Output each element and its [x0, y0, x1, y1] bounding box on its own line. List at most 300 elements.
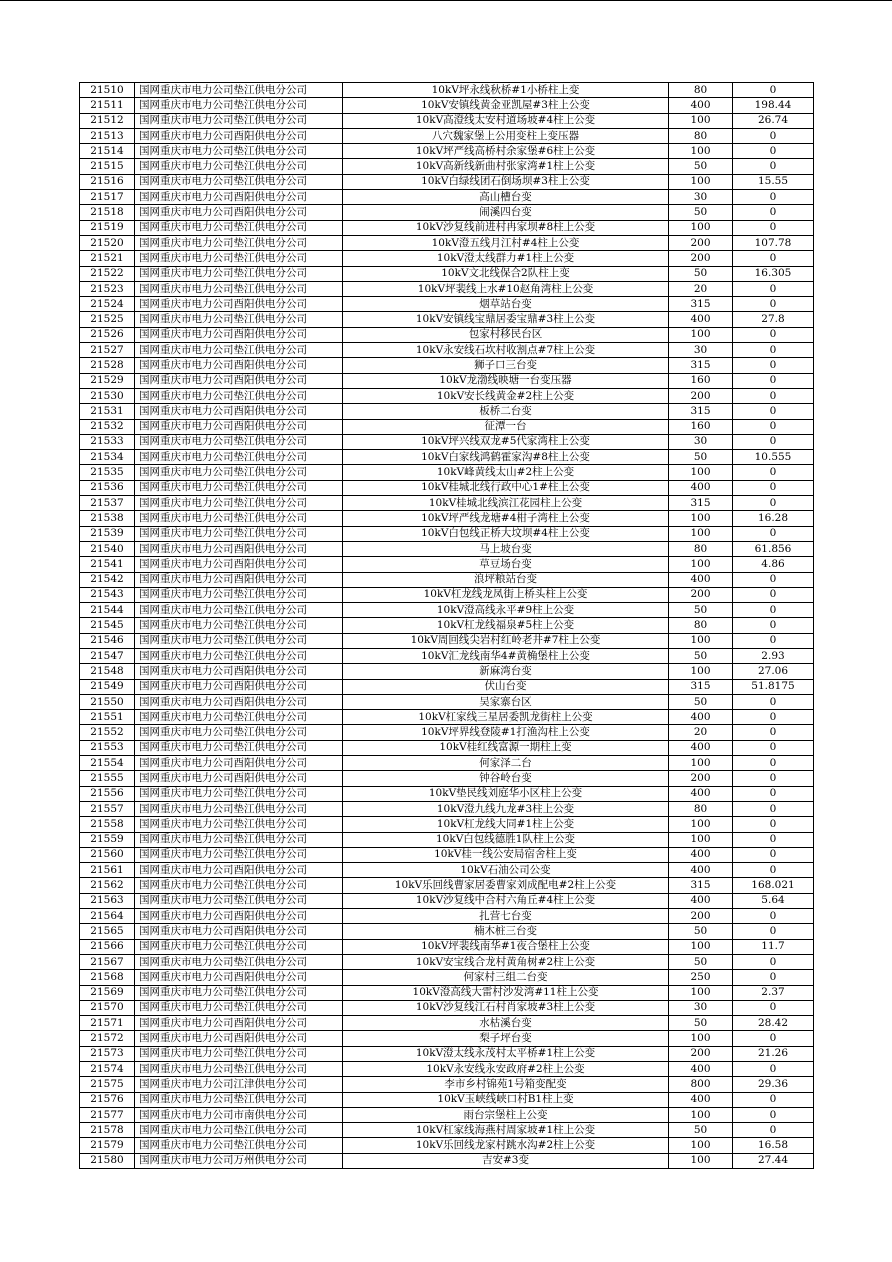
table-body: [80, 83, 814, 1169]
transformer-name-cell: 烟草站台变: [343, 297, 669, 312]
value-cell: 0: [733, 388, 814, 403]
table-row: [80, 618, 814, 633]
value-cell: 0: [733, 786, 814, 801]
capacity-cell: 315: [669, 404, 733, 419]
table-row: [80, 1046, 814, 1061]
capacity-cell: 100: [669, 1153, 733, 1168]
value-cell: 2.37: [733, 985, 814, 1000]
transformer-name-cell: 10kV石油公司公变: [343, 863, 669, 878]
org-cell: 国网重庆市电力公司垫江供电分公司: [135, 740, 343, 755]
table-row: [80, 878, 814, 893]
table-row: [80, 939, 814, 954]
transformer-name-cell: 10kV桂城北线行政中心1#柱上公变: [343, 480, 669, 495]
table-row: [80, 557, 814, 572]
capacity-cell: 200: [669, 909, 733, 924]
table-row: [80, 281, 814, 296]
capacity-cell: 100: [669, 220, 733, 235]
row-id-cell: 21515: [80, 159, 135, 174]
transformer-name-cell: 10kV杠龙线大同#1柱上公变: [343, 817, 669, 832]
value-cell: 0: [733, 404, 814, 419]
transformer-name-cell: 10kV乐回线曹家居委曹家刘成配电#2柱上公变: [343, 878, 669, 893]
capacity-cell: 200: [669, 388, 733, 403]
transformer-name-cell: 10kV安镇线宝鼎居委宝鼎#3柱上公变: [343, 312, 669, 327]
org-cell: 国网重庆市电力公司垫江供电分公司: [135, 587, 343, 602]
table-row: [80, 465, 814, 480]
transformer-name-cell: 10kV坪严线高桥村余家堡#6柱上公变: [343, 144, 669, 159]
transformer-name-cell: 钟谷岭台变: [343, 771, 669, 786]
org-cell: 国网重庆市电力公司垫江供电分公司: [135, 710, 343, 725]
org-cell: 国网重庆市电力公司垫江供电分公司: [135, 817, 343, 832]
transformer-name-cell: 10kV永安线石坎村收割点#7柱上公变: [343, 343, 669, 358]
org-cell: 国网重庆市电力公司垫江供电分公司: [135, 893, 343, 908]
capacity-cell: 50: [669, 648, 733, 663]
transformer-name-cell: 10kV文北线保合2队柱上变: [343, 266, 669, 281]
value-cell: 0: [733, 1107, 814, 1122]
transformer-name-cell: 10kV沙复线江石村肖家坡#3柱上公变: [343, 1000, 669, 1015]
transformer-name-cell: 10kV峰黄线太山#2柱上公变: [343, 465, 669, 480]
org-cell: 国网重庆市电力公司酉阳供电分公司: [135, 756, 343, 771]
transformer-name-cell: 10kV安镇线黄金亚凯屋#3柱上公变: [343, 98, 669, 113]
table-row: [80, 541, 814, 556]
value-cell: 0: [733, 327, 814, 342]
transformer-name-cell: 10kV杠龙线龙凤街上桥头柱上公变: [343, 587, 669, 602]
org-cell: 国网重庆市电力公司垫江供电分公司: [135, 113, 343, 128]
org-cell: 国网重庆市电力公司酉阳供电分公司: [135, 771, 343, 786]
capacity-cell: 100: [669, 1138, 733, 1153]
value-cell: 0: [733, 587, 814, 602]
transformer-name-cell: 新麻湾台变: [343, 664, 669, 679]
row-id-cell: 21531: [80, 404, 135, 419]
row-id-cell: 21542: [80, 572, 135, 587]
capacity-cell: 100: [669, 327, 733, 342]
transformer-name-cell: 10kV澄太线群力#1柱上公变: [343, 251, 669, 266]
transformer-name-cell: 浪坪粮站台变: [343, 572, 669, 587]
transformer-name-cell: 10kV坪界线登陵#1打渔沟柱上公变: [343, 725, 669, 740]
table-row: [80, 220, 814, 235]
org-cell: 国网重庆市电力公司垫江供电分公司: [135, 266, 343, 281]
transformer-name-cell: 10kV龙渤线映塘一台变压器: [343, 373, 669, 388]
row-id-cell: 21559: [80, 832, 135, 847]
table-row: [80, 970, 814, 985]
value-cell: 0: [733, 358, 814, 373]
row-id-cell: 21512: [80, 113, 135, 128]
value-cell: 0: [733, 756, 814, 771]
value-cell: 0: [733, 970, 814, 985]
row-id-cell: 21533: [80, 434, 135, 449]
org-cell: 国网重庆市电力公司酉阳供电分公司: [135, 664, 343, 679]
row-id-cell: 21528: [80, 358, 135, 373]
row-id-cell: 21519: [80, 220, 135, 235]
table-row: [80, 648, 814, 663]
table-row: [80, 1077, 814, 1092]
transformer-name-cell: 板桥二台变: [343, 404, 669, 419]
table-row: [80, 235, 814, 250]
table-row: [80, 419, 814, 434]
capacity-cell: 315: [669, 679, 733, 694]
transformer-name-cell: 10kV白绿线团石倒场坝#3柱上公变: [343, 174, 669, 189]
value-cell: 0: [733, 863, 814, 878]
value-cell: 0: [733, 603, 814, 618]
org-cell: 国网重庆市电力公司垫江供电分公司: [135, 618, 343, 633]
transformer-name-cell: 10kV垫民线刘庭华小区柱上公变: [343, 786, 669, 801]
transformer-name-cell: 八穴魏家堡上公用变柱上变压器: [343, 128, 669, 143]
value-cell: 0: [733, 205, 814, 220]
capacity-cell: 200: [669, 771, 733, 786]
capacity-cell: 200: [669, 1046, 733, 1061]
transformer-name-cell: 10kV澄五线月江村#4柱上公变: [343, 235, 669, 250]
table-row: [80, 297, 814, 312]
value-cell: 0: [733, 1031, 814, 1046]
value-cell: 0: [733, 954, 814, 969]
row-id-cell: 21544: [80, 603, 135, 618]
capacity-cell: 400: [669, 740, 733, 755]
org-cell: 国网重庆市电力公司垫江供电分公司: [135, 954, 343, 969]
transformer-name-cell: 10kV桂一线公安局宿舍柱上变: [343, 847, 669, 862]
org-cell: 国网重庆市电力公司垫江供电分公司: [135, 496, 343, 511]
transformer-name-cell: 10kV澄高线大雷村沙发湾#11柱上公变: [343, 985, 669, 1000]
transformer-name-cell: 10kV坪永线秋桥#1小桥柱上变: [343, 83, 669, 98]
capacity-cell: 400: [669, 572, 733, 587]
org-cell: 国网重庆市电力公司垫江供电分公司: [135, 1123, 343, 1138]
org-cell: 国网重庆市电力公司垫江供电分公司: [135, 1138, 343, 1153]
row-id-cell: 21580: [80, 1153, 135, 1168]
org-cell: 国网重庆市电力公司垫江供电分公司: [135, 83, 343, 98]
row-id-cell: 21540: [80, 541, 135, 556]
value-cell: 0: [733, 909, 814, 924]
row-id-cell: 21568: [80, 970, 135, 985]
capacity-cell: 80: [669, 541, 733, 556]
table-row: [80, 756, 814, 771]
row-id-cell: 21577: [80, 1107, 135, 1122]
table-row: [80, 786, 814, 801]
value-cell: 0: [733, 190, 814, 205]
value-cell: 27.8: [733, 312, 814, 327]
capacity-cell: 50: [669, 266, 733, 281]
value-cell: 0: [733, 1092, 814, 1107]
capacity-cell: 50: [669, 694, 733, 709]
table-row: [80, 924, 814, 939]
value-cell: 0: [733, 1000, 814, 1015]
value-cell: 0: [733, 694, 814, 709]
value-cell: 0: [733, 159, 814, 174]
transformer-name-cell: 10kV白包线正桥大坟坝#4柱上公变: [343, 526, 669, 541]
capacity-cell: 400: [669, 710, 733, 725]
row-id-cell: 21532: [80, 419, 135, 434]
transformer-name-cell: 10kV安宝线合龙村黄角树#2柱上公变: [343, 954, 669, 969]
org-cell: 国网重庆市电力公司万州供电分公司: [135, 1153, 343, 1168]
org-cell: 国网重庆市电力公司垫江供电分公司: [135, 603, 343, 618]
row-id-cell: 21561: [80, 863, 135, 878]
transformer-name-cell: 楠木桩三台变: [343, 924, 669, 939]
org-cell: 国网重庆市电力公司垫江供电分公司: [135, 159, 343, 174]
value-cell: 0: [733, 465, 814, 480]
table-row: [80, 1138, 814, 1153]
transformer-name-cell: 闹溪四台变: [343, 205, 669, 220]
transformer-name-cell: 草豆场台变: [343, 557, 669, 572]
row-id-cell: 21555: [80, 771, 135, 786]
org-cell: 国网重庆市电力公司酉阳供电分公司: [135, 404, 343, 419]
capacity-cell: 315: [669, 878, 733, 893]
table-row: [80, 893, 814, 908]
org-cell: 国网重庆市电力公司垫江供电分公司: [135, 480, 343, 495]
table-row: [80, 113, 814, 128]
table-row: [80, 587, 814, 602]
table-row: [80, 1031, 814, 1046]
row-id-cell: 21550: [80, 694, 135, 709]
transformer-name-cell: 10kV坪裴线南华#1夜合堡柱上公变: [343, 939, 669, 954]
transformer-name-cell: 10kV杠家线海燕村周家坡#1柱上公变: [343, 1123, 669, 1138]
capacity-cell: 100: [669, 511, 733, 526]
org-cell: 国网重庆市电力公司垫江供电分公司: [135, 633, 343, 648]
row-id-cell: 21548: [80, 664, 135, 679]
org-cell: 国网重庆市电力公司酉阳供电分公司: [135, 909, 343, 924]
transformer-name-cell: 扎营七台变: [343, 909, 669, 924]
capacity-cell: 400: [669, 480, 733, 495]
data-table: [79, 82, 814, 1169]
capacity-cell: 30: [669, 1000, 733, 1015]
org-cell: 国网重庆市电力公司垫江供电分公司: [135, 450, 343, 465]
capacity-cell: 200: [669, 235, 733, 250]
capacity-cell: 400: [669, 1092, 733, 1107]
row-id-cell: 21578: [80, 1123, 135, 1138]
value-cell: 0: [733, 419, 814, 434]
row-id-cell: 21536: [80, 480, 135, 495]
value-cell: 21.26: [733, 1046, 814, 1061]
transformer-name-cell: 狮子口三台变: [343, 358, 669, 373]
value-cell: 15.55: [733, 174, 814, 189]
table-row: [80, 434, 814, 449]
capacity-cell: 100: [669, 756, 733, 771]
capacity-cell: 315: [669, 358, 733, 373]
transformer-name-cell: 10kV高新线新曲村张家湾#1柱上公变: [343, 159, 669, 174]
org-cell: 国网重庆市电力公司垫江供电分公司: [135, 144, 343, 159]
value-cell: 168.021: [733, 878, 814, 893]
value-cell: 0: [733, 771, 814, 786]
value-cell: 0: [733, 496, 814, 511]
table-row: [80, 863, 814, 878]
table-row: [80, 1153, 814, 1168]
table-row: [80, 817, 814, 832]
org-cell: 国网重庆市电力公司酉阳供电分公司: [135, 572, 343, 587]
transformer-name-cell: 梨子坪台变: [343, 1031, 669, 1046]
row-id-cell: 21570: [80, 1000, 135, 1015]
row-id-cell: 21579: [80, 1138, 135, 1153]
capacity-cell: 80: [669, 618, 733, 633]
row-id-cell: 21551: [80, 710, 135, 725]
org-cell: 国网重庆市电力公司垫江供电分公司: [135, 786, 343, 801]
table-row: [80, 480, 814, 495]
capacity-cell: 200: [669, 587, 733, 602]
value-cell: 0: [733, 297, 814, 312]
table-row: [80, 327, 814, 342]
capacity-cell: 100: [669, 526, 733, 541]
value-cell: 29.36: [733, 1077, 814, 1092]
transformer-name-cell: 10kV澄九线九龙#3柱上公变: [343, 801, 669, 816]
capacity-cell: 250: [669, 970, 733, 985]
table-row: [80, 694, 814, 709]
table-row: [80, 710, 814, 725]
transformer-name-cell: 10kV安长线黄金#2柱上公变: [343, 388, 669, 403]
row-id-cell: 21522: [80, 266, 135, 281]
transformer-name-cell: 10kV桂城北线滨江花园柱上公变: [343, 496, 669, 511]
row-id-cell: 21529: [80, 373, 135, 388]
transformer-name-cell: 10kV坪兴线双龙#5代家湾柱上公变: [343, 434, 669, 449]
table-row: [80, 725, 814, 740]
value-cell: 0: [733, 128, 814, 143]
row-id-cell: 21565: [80, 924, 135, 939]
org-cell: 国网重庆市电力公司垫江供电分公司: [135, 251, 343, 266]
value-cell: 27.06: [733, 664, 814, 679]
value-cell: 4.86: [733, 557, 814, 572]
table-row: [80, 1107, 814, 1122]
capacity-cell: 30: [669, 343, 733, 358]
table-row: [80, 450, 814, 465]
value-cell: 0: [733, 618, 814, 633]
capacity-cell: 200: [669, 251, 733, 266]
org-cell: 国网重庆市电力公司垫江供电分公司: [135, 281, 343, 296]
row-id-cell: 21511: [80, 98, 135, 113]
transformer-name-cell: 李市乡村锦苑1号箱变配变: [343, 1077, 669, 1092]
org-cell: 国网重庆市电力公司垫江供电分公司: [135, 526, 343, 541]
transformer-name-cell: 10kV杠家线三星居委凯龙街柱上公变: [343, 710, 669, 725]
org-cell: 国网重庆市电力公司酉阳供电分公司: [135, 190, 343, 205]
org-cell: 国网重庆市电力公司酉阳供电分公司: [135, 297, 343, 312]
org-cell: 国网重庆市电力公司垫江供电分公司: [135, 235, 343, 250]
capacity-cell: 400: [669, 312, 733, 327]
capacity-cell: 315: [669, 496, 733, 511]
org-cell: 国网重庆市电力公司垫江供电分公司: [135, 939, 343, 954]
row-id-cell: 21569: [80, 985, 135, 1000]
capacity-cell: 100: [669, 113, 733, 128]
transformer-name-cell: 10kV周回线尖岩村红岭老井#7柱上公变: [343, 633, 669, 648]
table-row: [80, 174, 814, 189]
value-cell: 0: [733, 924, 814, 939]
table-row: [80, 373, 814, 388]
row-id-cell: 21546: [80, 633, 135, 648]
value-cell: 16.28: [733, 511, 814, 526]
row-id-cell: 21527: [80, 343, 135, 358]
capacity-cell: 50: [669, 450, 733, 465]
capacity-cell: 100: [669, 832, 733, 847]
transformer-name-cell: 伏山台变: [343, 679, 669, 694]
transformer-name-cell: 10kV永安线永安政府#2柱上公变: [343, 1062, 669, 1077]
table-row: [80, 343, 814, 358]
capacity-cell: 160: [669, 419, 733, 434]
transformer-name-cell: 包家村移民台区: [343, 327, 669, 342]
org-cell: 国网重庆市电力公司酉阳供电分公司: [135, 924, 343, 939]
capacity-cell: 80: [669, 801, 733, 816]
capacity-cell: 50: [669, 1016, 733, 1031]
org-cell: 国网重庆市电力公司垫江供电分公司: [135, 312, 343, 327]
org-cell: 国网重庆市电力公司酉阳供电分公司: [135, 128, 343, 143]
org-cell: 国网重庆市电力公司江津供电分公司: [135, 1077, 343, 1092]
capacity-cell: 400: [669, 847, 733, 862]
value-cell: 0: [733, 83, 814, 98]
capacity-cell: 400: [669, 863, 733, 878]
transformer-name-cell: 10kV坪裴线上水#10赵角湾柱上公变: [343, 281, 669, 296]
org-cell: 国网重庆市电力公司酉阳供电分公司: [135, 541, 343, 556]
row-id-cell: 21513: [80, 128, 135, 143]
value-cell: 16.58: [733, 1138, 814, 1153]
capacity-cell: 50: [669, 603, 733, 618]
org-cell: 国网重庆市电力公司酉阳供电分公司: [135, 1016, 343, 1031]
transformer-name-cell: 何家泽二台: [343, 756, 669, 771]
org-cell: 国网重庆市电力公司酉阳供电分公司: [135, 358, 343, 373]
row-id-cell: 21576: [80, 1092, 135, 1107]
row-id-cell: 21530: [80, 388, 135, 403]
value-cell: 16.305: [733, 266, 814, 281]
transformer-name-cell: 雨台宗堡柱上公变: [343, 1107, 669, 1122]
capacity-cell: 100: [669, 664, 733, 679]
org-cell: 国网重庆市电力公司酉阳供电分公司: [135, 970, 343, 985]
value-cell: 0: [733, 725, 814, 740]
row-id-cell: 21567: [80, 954, 135, 969]
capacity-cell: 50: [669, 954, 733, 969]
org-cell: 国网重庆市电力公司酉阳供电分公司: [135, 373, 343, 388]
org-cell: 国网重庆市电力公司垫江供电分公司: [135, 465, 343, 480]
row-id-cell: 21573: [80, 1046, 135, 1061]
table-row: [80, 190, 814, 205]
value-cell: 0: [733, 343, 814, 358]
row-id-cell: 21564: [80, 909, 135, 924]
row-id-cell: 21516: [80, 174, 135, 189]
table-row: [80, 1062, 814, 1077]
row-id-cell: 21563: [80, 893, 135, 908]
org-cell: 国网重庆市电力公司垫江供电分公司: [135, 98, 343, 113]
row-id-cell: 21510: [80, 83, 135, 98]
table-row: [80, 388, 814, 403]
org-cell: 国网重庆市电力公司垫江供电分公司: [135, 832, 343, 847]
org-cell: 国网重庆市电力公司垫江供电分公司: [135, 985, 343, 1000]
row-id-cell: 21560: [80, 847, 135, 862]
row-id-cell: 21537: [80, 496, 135, 511]
row-id-cell: 21517: [80, 190, 135, 205]
value-cell: 61.856: [733, 541, 814, 556]
org-cell: 国网重庆市电力公司垫江供电分公司: [135, 388, 343, 403]
org-cell: 国网重庆市电力公司酉阳供电分公司: [135, 1031, 343, 1046]
value-cell: 0: [733, 373, 814, 388]
row-id-cell: 21558: [80, 817, 135, 832]
capacity-cell: 50: [669, 205, 733, 220]
transformer-name-cell: 10kV澄高线永平#9柱上公变: [343, 603, 669, 618]
capacity-cell: 160: [669, 373, 733, 388]
org-cell: 国网重庆市电力公司垫江供电分公司: [135, 343, 343, 358]
capacity-cell: 30: [669, 190, 733, 205]
org-cell: 国网重庆市电力公司酉阳供电分公司: [135, 863, 343, 878]
transformer-name-cell: 10kV杠龙线福泉#5柱上公变: [343, 618, 669, 633]
table-row: [80, 679, 814, 694]
row-id-cell: 21547: [80, 648, 135, 663]
capacity-cell: 100: [669, 939, 733, 954]
capacity-cell: 400: [669, 1062, 733, 1077]
row-id-cell: 21545: [80, 618, 135, 633]
row-id-cell: 21525: [80, 312, 135, 327]
org-cell: 国网重庆市电力公司酉阳供电分公司: [135, 557, 343, 572]
row-id-cell: 21553: [80, 740, 135, 755]
table-row: [80, 251, 814, 266]
capacity-cell: 100: [669, 1031, 733, 1046]
org-cell: 国网重庆市电力公司垫江供电分公司: [135, 1046, 343, 1061]
capacity-cell: 100: [669, 817, 733, 832]
table-row: [80, 832, 814, 847]
row-id-cell: 21543: [80, 587, 135, 602]
capacity-cell: 50: [669, 159, 733, 174]
table-row: [80, 496, 814, 511]
table-row: [80, 603, 814, 618]
row-id-cell: 21552: [80, 725, 135, 740]
value-cell: 0: [733, 1123, 814, 1138]
transformer-name-cell: 10kV高澄线太安村道场坡#4柱上公变: [343, 113, 669, 128]
